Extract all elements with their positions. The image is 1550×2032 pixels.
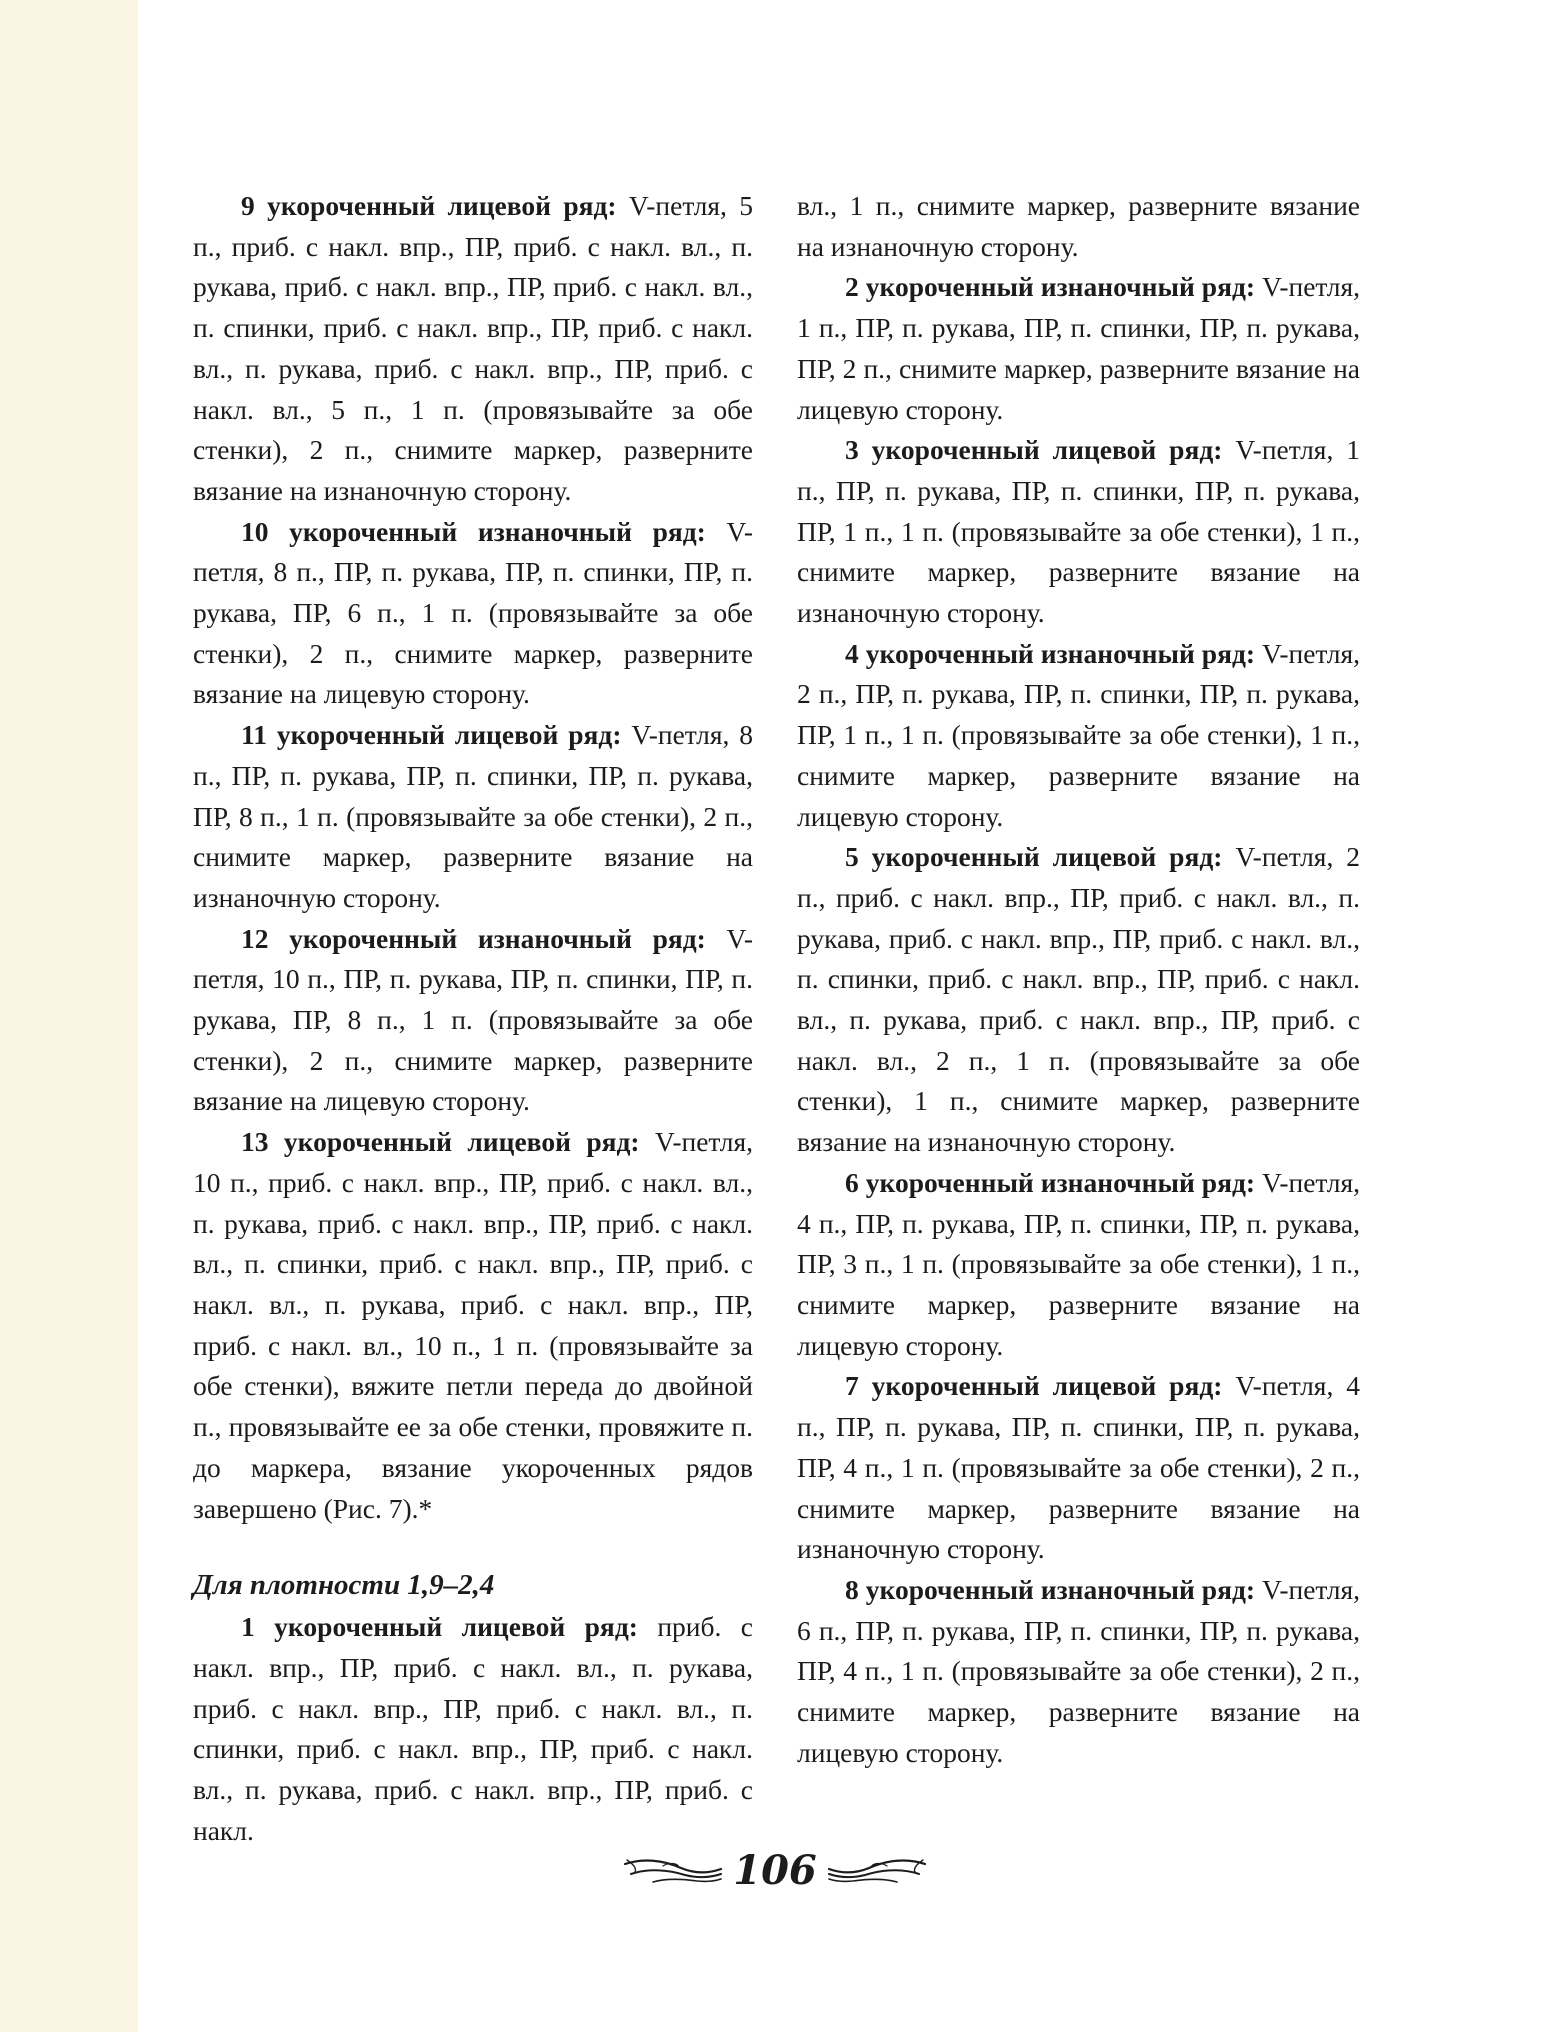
row-instructions: V-петля, 2 п., приб. с накл. впр., ПР, приб. с накл. вл., п. рукава, приб. с накл. впр., ПР, приб. с накл. вл., п. спинки, приб. с накл. впр., ПР, приб. с накл. вл., п. рукава, приб. с накл. впр., ПР, приб. с накл. вл., 2 п., 1 п. (провязывайте за обе стенки), 1 п., снимите маркер, разверните вязание на изнаночную сторону. <box>797 841 1361 1158</box>
paragraph-row-10 <box>193 512 753 716</box>
row-heading: 9 укороченный лицевой ряд: <box>241 190 617 221</box>
row-heading: 7 укороченный лицевой ряд: <box>845 1370 1223 1402</box>
row-instructions: V-петля, 4 п., ПР, п. рукава, ПР, п. спинки, ПР, п. рукава, ПР, 4 п., 1 п. (провязывайте за обе стенки), 2 п., снимите маркер, разверните вязание на изнаночную сторону. <box>797 1370 1361 1565</box>
row-heading: 13 укороченный лицевой ряд: <box>241 1126 640 1158</box>
flourish-right-icon <box>827 1850 927 1890</box>
paragraph-row-9 <box>193 186 753 512</box>
paragraph-row-13 <box>193 1122 753 1529</box>
row-heading: 2 укороченный изнаночный ряд: <box>845 271 1256 303</box>
paragraph-row-3 <box>797 430 1360 634</box>
row-instructions: V-петля, 8 п., ПР, п. рукава, ПР, п. спинки, ПР, п. рукава, ПР, 8 п., 1 п. (провязывайте за обе стенки), 2 п., снимите маркер, разверните вязание на изнаночную сторону. <box>193 719 753 913</box>
row-heading: 11 укороченный лицевой ряд: <box>241 719 622 751</box>
page-footer <box>0 1840 1550 1900</box>
right-column <box>797 186 1360 1773</box>
paragraph-row-5 <box>797 837 1360 1163</box>
paragraph-row-2 <box>797 267 1360 430</box>
row-instructions: V-петля, 1 п., ПР, п. рукава, ПР, п. спинки, ПР, п. рукава, ПР, 2 п., снимите маркер, разверните вязание на лицевую сторону. <box>797 271 1360 425</box>
left-column <box>193 186 753 1851</box>
paragraph-row-11 <box>193 715 753 919</box>
row-instructions: V-петля, 6 п., ПР, п. рукава, ПР, п. спинки, ПР, п. рукава, ПР, 4 п., 1 п. (провязывайте за обе стенки), 2 п., снимите маркер, разверните вязание на лицевую сторону. <box>797 1573 1360 1768</box>
paragraph-row-4 <box>797 634 1360 838</box>
page-margin-band <box>0 0 138 2032</box>
paragraph-row-8 <box>797 1570 1360 1774</box>
flourish-left-icon <box>623 1850 723 1890</box>
row-instructions: приб. с накл. впр., ПР, приб. с накл. вл., п. рукава, приб. с накл. впр., ПР, приб. с накл. вл., п. спинки, приб. с накл. впр., ПР, приб. с накл. вл., п. рукава, приб. с накл. впр., ПР, приб. с накл. <box>193 1611 753 1846</box>
row-heading: 5 укороченный лицевой ряд: <box>845 841 1223 873</box>
row-instructions: V-петля, 10 п., приб. с накл. впр., ПР, приб. с накл. вл., п. рукава, приб. с накл. впр., ПР, приб. с накл. вл., п. спинки, приб. с накл. впр., ПР, приб. с накл. вл., п. рукава, приб. с накл. впр., ПР, приб. с накл. вл., 10 п., 1 п. (провязывайте за обе стенки), вяжите петли переда до двойной п., провязывайте ее за обе стенки, провяжите п. до маркера, вязание укороченных рядов завершено (Рис. 7).* <box>193 1126 753 1524</box>
row-heading: 3 укороченный лицевой ряд: <box>845 434 1223 466</box>
row-instructions: V-петля, 8 п., ПР, п. рукава, ПР, п. спинки, ПР, п. рукава, ПР, 6 п., 1 п. (провязывайте за обе стенки), 2 п., снимите маркер, разверните вязание на лицевую сторону. <box>193 515 753 710</box>
row-instructions: V-петля, 4 п., ПР, п. рукава, ПР, п. спинки, ПР, п. рукава, ПР, 3 п., 1 п. (провязывайте за обе стенки), 1 п., снимите маркер, разверните вязание на лицевую сторону. <box>797 1166 1360 1361</box>
page-number: 106 <box>733 1846 817 1894</box>
paragraph-row-1 <box>193 1607 753 1851</box>
row-heading: 4 укороченный изнаночный ряд: <box>845 637 1256 669</box>
row-heading: 1 укороченный лицевой ряд: <box>241 1611 638 1643</box>
paragraph-row-12 <box>193 919 753 1123</box>
row-instructions: V-петля, 2 п., ПР, п. рукава, ПР, п. спинки, ПР, п. рукава, ПР, 1 п., 1 п. (провязывайте за обе стенки), 1 п., снимите маркер, разверните вязание на лицевую сторону. <box>797 637 1360 832</box>
row-heading: 10 укороченный изнаночный ряд: <box>241 515 706 547</box>
paragraph-row-6 <box>797 1163 1360 1367</box>
section-subheading: Для плотности 1,9–2,4 <box>193 1569 495 1602</box>
row-heading: 6 укороченный изнаночный ряд: <box>845 1166 1256 1198</box>
row-instructions: V-петля, 1 п., ПР, п. рукава, ПР, п. спинки, ПР, п. рукава, ПР, 1 п., 1 п. (провязывайте за обе стенки), 1 п., снимите маркер, разверните вязание на изнаночную сторону. <box>797 434 1361 629</box>
paragraph-row-7 <box>797 1366 1360 1570</box>
row-instructions: V-петля, 10 п., ПР, п. рукава, ПР, п. спинки, ПР, п. рукава, ПР, 8 п., 1 п. (провязывайте за обе стенки), 2 п., снимите маркер, разверните вязание на лицевую сторону. <box>193 922 753 1117</box>
paragraph-continuation: вл., 1 п., снимите маркер, разверните вязание на изнаночную сторону. <box>797 190 1360 262</box>
row-heading: 8 укороченный изнаночный ряд: <box>845 1573 1256 1605</box>
row-heading: 12 укороченный изнаночный ряд: <box>241 922 706 954</box>
row-instructions: V-петля, 5 п., приб. с накл. впр., ПР, приб. с накл. вл., п. рукава, приб. с накл. впр., ПР, приб. с накл. вл., п. спинки, приб. с накл. впр., ПР, приб. с накл. вл., п. рукава, приб. с накл. впр., ПР, приб. с накл. вл., 5 п., 1 п. (провязывайте за обе стенки), 2 п., снимите маркер, разверните вязание на изнаночную сторону. <box>193 190 753 506</box>
